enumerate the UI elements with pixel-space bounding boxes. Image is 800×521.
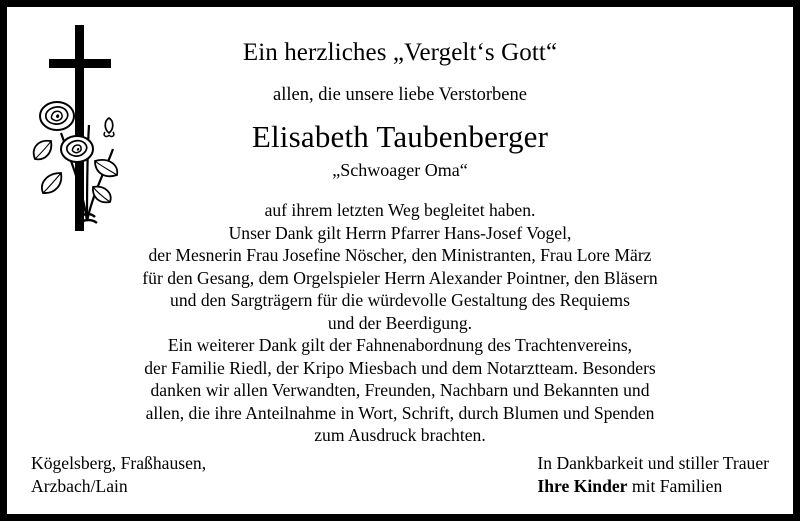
- subheading-line: allen, die unsere liebe Verstorbene: [273, 85, 527, 105]
- body-line: und den Sargträgern für die würdevolle Gestaltung des Requiems: [170, 290, 630, 311]
- deceased-nickname: „Schwoager Oma“: [332, 160, 468, 181]
- body-line: Ein weiterer Dank gilt der Fahnenabordnung des Trachtenvereins,: [167, 335, 633, 356]
- notice-inner: [7, 7, 793, 514]
- body-line: und der Beerdigung.: [327, 312, 473, 333]
- closing-line: In Dankbarkeit und stiller Trauer: [537, 453, 769, 474]
- signature-bold: Ihre Kinder: [537, 476, 628, 497]
- signature-line: [537, 475, 769, 498]
- footer-places: [31, 452, 206, 498]
- heading-vergelts-gott: Ein herzliches „Vergelt‘s Gott“: [242, 39, 558, 66]
- notice-footer: [31, 452, 769, 498]
- cross-with-roses-graphic: [25, 21, 145, 236]
- body-line: für den Gesang, dem Orgelspieler Herrn Alexander Pointner, den Bläsern: [142, 267, 658, 288]
- cross-with-roses-icon: [25, 21, 145, 236]
- signature-rest: mit Familien: [627, 476, 723, 497]
- thank-you-body: [31, 199, 769, 447]
- body-line: auf ihrem letzten Weg begleitet haben.: [264, 200, 536, 221]
- body-line: der Mesnerin Frau Josefine Nöscher, den Ministranten, Frau Lore März: [148, 245, 652, 266]
- footer-signature: [537, 452, 769, 498]
- body-line: allen, die ihre Anteilnahme in Wort, Schrift, durch Blumen und Spenden: [145, 402, 655, 423]
- place-line: Arzbach/Lain: [31, 476, 128, 497]
- body-line: der Familie Riedl, der Kripo Miesbach und dem Notarztteam. Besonders: [144, 357, 656, 378]
- body-line: zum Ausdruck brachten.: [314, 425, 486, 446]
- place-line: Kögelsberg, Fraßhausen,: [31, 453, 207, 474]
- body-line: danken wir allen Verwandten, Freunden, Nachbarn und Bekannten und: [150, 380, 650, 401]
- deceased-name: Elisabeth Taubenberger: [251, 119, 549, 155]
- body-line: Unser Dank gilt Herrn Pfarrer Hans-Josef Vogel,: [228, 222, 572, 243]
